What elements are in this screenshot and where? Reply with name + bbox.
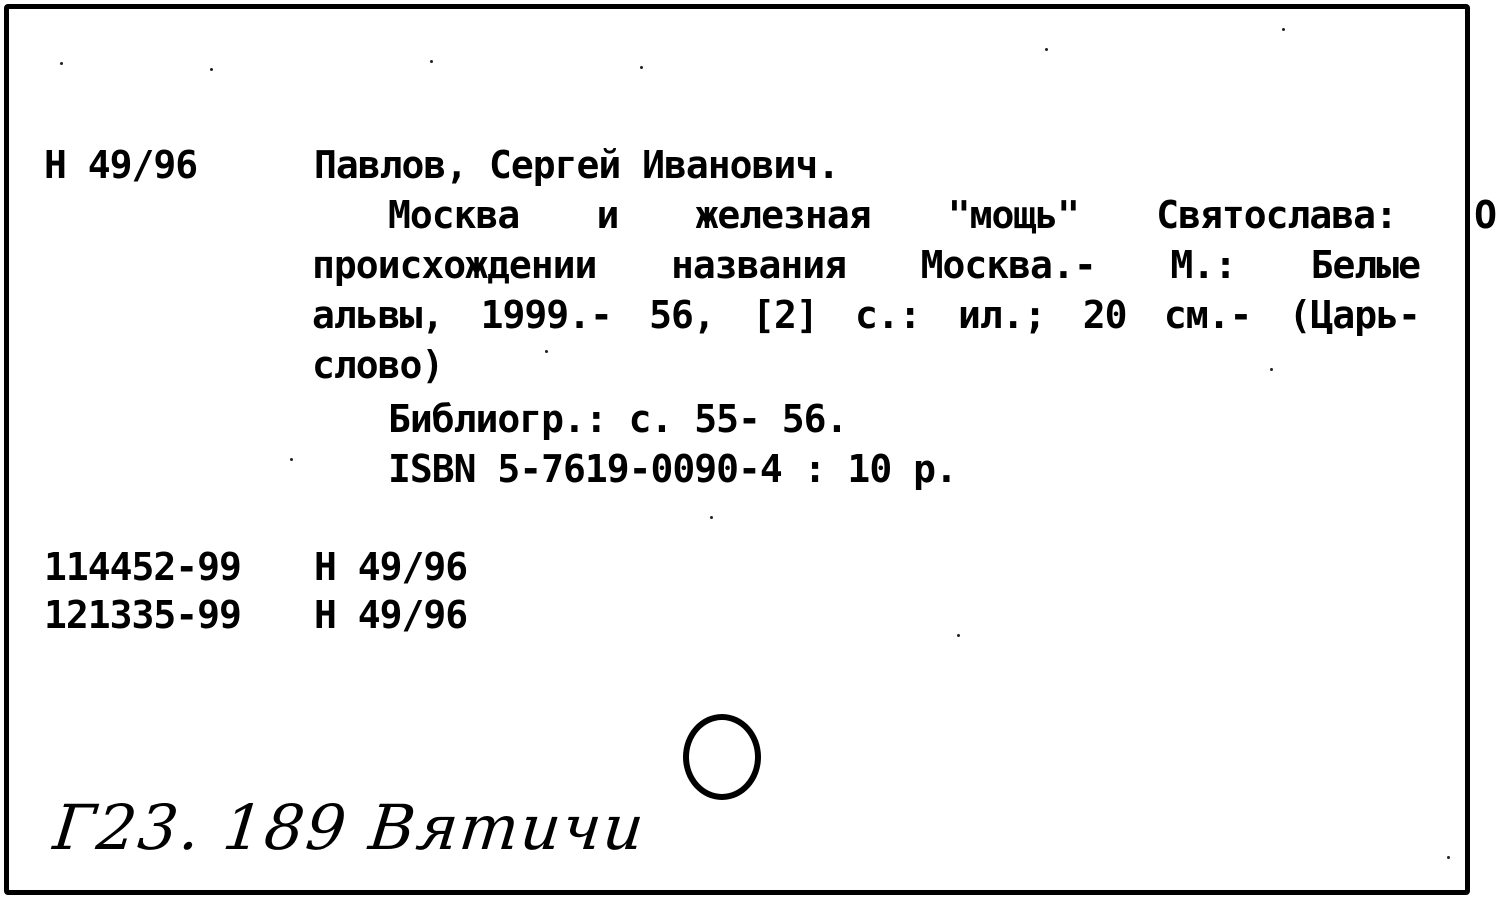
description-line: происхождении названия Москва.- М.: Белые — [312, 243, 1420, 287]
description-line: Москва и железная "мощь" Святослава: О — [388, 193, 1496, 237]
call-number: Н 49/96 — [44, 143, 198, 187]
punch-hole — [683, 714, 761, 800]
scan-speck — [1447, 856, 1450, 859]
description-line: альвы, 1999.- 56, [2] с.: ил.; 20 см.- (Царь- — [312, 293, 1420, 337]
scan-speck — [1045, 48, 1048, 51]
holding-inventory-number: 114452-99 — [44, 545, 241, 589]
scan-speck — [290, 458, 293, 461]
scan-speck — [1282, 28, 1285, 31]
scan-speck — [710, 516, 713, 519]
author-heading: Павлов, Сергей Иванович. — [314, 143, 840, 187]
holding-shelfmark: Н 49/96 — [314, 593, 468, 637]
bibliography-note: Библиогр.: с. 55- 56. — [388, 397, 848, 441]
holding-shelfmark: Н 49/96 — [314, 545, 468, 589]
scan-speck — [640, 66, 643, 69]
holding-inventory-number: 121335-99 — [44, 593, 241, 637]
isbn-line: ISBN 5-7619-0090-4 : 10 р. — [388, 447, 957, 491]
bibliographic-description — [312, 190, 1496, 390]
scan-speck — [430, 60, 433, 63]
scan-speck — [957, 634, 960, 637]
handwritten-note: Г23. 189 Вятичи — [50, 791, 650, 864]
description-line: слово) — [312, 343, 444, 387]
scan-speck — [210, 68, 213, 71]
scan-speck — [60, 62, 63, 65]
